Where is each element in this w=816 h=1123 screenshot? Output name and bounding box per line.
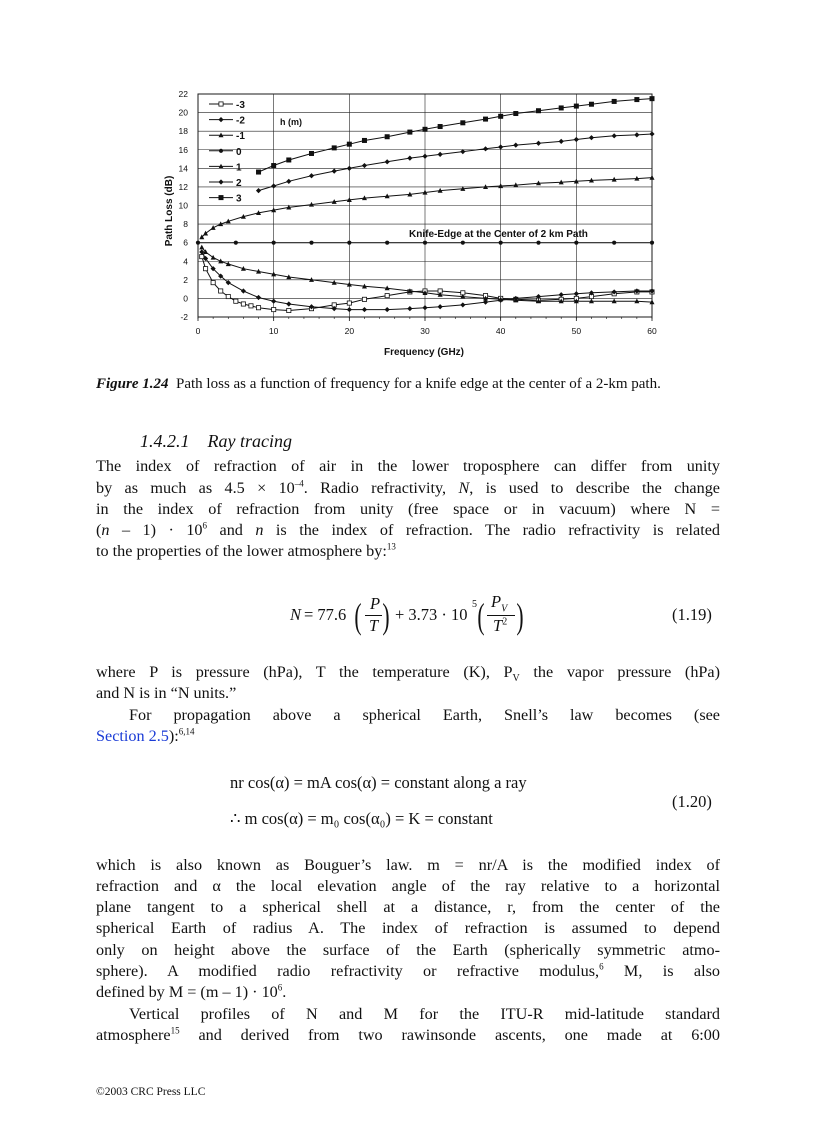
data-point (574, 241, 578, 245)
data-point (203, 267, 207, 271)
paragraph-1-line-3: in the index of refraction from unity (free space or in vacuum) where N = (96, 500, 720, 518)
figure-caption (96, 374, 720, 394)
data-point (514, 111, 518, 115)
data-point (196, 241, 200, 245)
legend-label: 1 (236, 162, 242, 174)
legend-label: -3 (236, 100, 245, 111)
paragraph-3-line-1: For propagation above a spherical Earth, Snell’s law becomes (see (129, 706, 720, 724)
data-point (423, 241, 427, 245)
x-tick-label: 40 (495, 326, 506, 336)
data-point (272, 163, 276, 167)
caption-text: Path loss as a function of frequency for a knife edge at the center of a 2-km path. (176, 376, 661, 392)
copyright-footer: ©2003 CRC Press LLC (96, 1086, 206, 1098)
data-point (385, 294, 389, 298)
paragraph-4-line-6: sphere). A modified radio refractivity or refractive modulus,$^6$ M, is also (96, 961, 720, 980)
y-tick-label: 12 (178, 181, 188, 192)
paragraph-4-line-7: defined by $M = (m - 1) \cdot 10^6$. (96, 982, 287, 1001)
paragraph-5-line-2: atmosphere$^{15}$ and derived from two rawinsonde ascents, one made at 6:00 (96, 1025, 720, 1044)
paragraph-1-line-2: by as much as $4.5 \times 10^{-4}$. Radio refractivity, N, is used to describe the change (96, 478, 720, 497)
data-point (385, 241, 389, 245)
data-point (219, 289, 223, 293)
equation-1-20-line-2: ∴ m cos(α) = m₀ cos(α₀) = K = constant (230, 809, 493, 828)
section-title: Ray tracing (207, 431, 292, 451)
y-tick-label: 4 (183, 256, 188, 267)
legend-label: 0 (236, 146, 242, 158)
data-point (385, 135, 389, 139)
x-axis-label: Frequency (GHz) (383, 347, 465, 358)
paragraph-4-line-4: spherical Earth of radius A. The index of refraction is assumed to depend (96, 919, 720, 937)
data-point (332, 146, 336, 150)
data-point (499, 114, 503, 118)
chart-annotation: Knife-Edge at the Center of 2 km Path (409, 229, 588, 240)
y-tick-label: -2 (180, 312, 188, 322)
data-point (272, 241, 276, 245)
paragraph-4-line-2: refraction and α the local elevation angle of the ray relative to a horizontal (96, 877, 720, 895)
data-point (256, 170, 260, 174)
data-point (362, 138, 366, 142)
legend-title: h (m) (280, 117, 302, 127)
data-point (423, 127, 427, 131)
y-tick-label: 8 (183, 219, 188, 230)
data-point (249, 304, 253, 308)
data-point (650, 97, 654, 101)
equation-1-20-line-1: nr cos(α) = mA cos(α) = constant along a ray (230, 773, 527, 792)
section-heading (140, 431, 292, 452)
data-point (650, 241, 654, 245)
x-tick-label: 30 (420, 326, 430, 336)
x-tick-label: 50 (571, 326, 582, 336)
data-point (612, 99, 616, 103)
data-point (272, 307, 276, 311)
x-tick-label: 20 (344, 326, 355, 336)
paragraph-4-line-3: plane tangent to a spherical shell at a distance, r, from the center of the (96, 898, 720, 916)
data-point (211, 281, 215, 285)
x-tick-label: 10 (268, 326, 279, 336)
paragraph-4-line-5: only on height above the surface of the Earth (spherically symmetric atmo- (96, 941, 720, 959)
data-point (287, 308, 291, 312)
data-point (234, 241, 238, 245)
data-point (234, 299, 238, 303)
paragraph-4-line-1: which is also known as Bouguer’s law. m = nr/A is the modified index of (96, 856, 720, 874)
paragraph-1-line-1: The index of refraction of air in the lower troposphere can differ from unity (96, 457, 720, 475)
paragraph-1-line-5: to the properties of the lower atmosphere by:$^{13}$ (96, 541, 396, 560)
y-tick-label: 10 (178, 200, 188, 211)
data-point (461, 121, 465, 125)
section-number: 1.4.2.1 (140, 431, 190, 451)
data-point (256, 306, 260, 310)
paragraph-2-line-2: and N is in “N units.” (96, 684, 237, 702)
data-point (347, 142, 351, 146)
y-tick-label: 6 (183, 237, 188, 248)
y-tick-label: 18 (178, 126, 188, 137)
data-point (408, 130, 412, 134)
legend-marker (219, 196, 223, 200)
figure-label: Figure 1.24 (96, 376, 169, 392)
y-tick-label: 2 (183, 274, 188, 285)
equation-1-19-number: (1.19) (672, 605, 712, 624)
data-point (536, 241, 540, 245)
legend-label: 2 (236, 178, 242, 189)
data-point (309, 241, 313, 245)
data-point (347, 241, 351, 245)
data-point (499, 241, 503, 245)
paragraph-3-line-2: Section 2.5):$^{6,14}$ (96, 726, 195, 745)
data-point (287, 158, 291, 162)
data-point (612, 241, 616, 245)
section-2-5-link[interactable]: Section 2.5 (96, 727, 169, 745)
legend-label: 3 (236, 193, 242, 205)
y-tick-label: 0 (183, 293, 188, 304)
data-point (309, 151, 313, 155)
data-point (635, 97, 639, 101)
legend-marker (219, 149, 223, 153)
data-point (589, 102, 593, 106)
y-tick-label: 22 (178, 89, 188, 99)
data-point (241, 302, 245, 306)
legend-marker (219, 102, 223, 106)
y-tick-label: 14 (178, 163, 188, 174)
data-point (559, 106, 563, 110)
paragraph-2-line-1: where P is pressure (hPa), T the temperature (K), $P_V$ the vapor pressure (hPa) (96, 663, 720, 685)
data-point (483, 117, 487, 121)
data-point (226, 294, 230, 298)
paragraph-5-line-1: Vertical profiles of N and M for the ITU-R mid-latitude standard (129, 1005, 720, 1023)
data-point (461, 241, 465, 245)
x-tick-label: 0 (195, 326, 201, 336)
data-point (347, 301, 351, 305)
paragraph-1-line-4: $(n - 1) \cdot 10^6$ and n is the index of refraction. The radio refractivity is related (96, 520, 721, 539)
legend-label: -1 (236, 131, 245, 143)
data-point (574, 104, 578, 108)
equation-1-19: N = 77.6 ( P T ) + 3.73 · 10 5 ( $P_V$ $T^2$ ) (290, 592, 524, 636)
legend-label: -2 (236, 115, 245, 127)
equation-1-20-number: (1.20) (672, 792, 712, 811)
y-tick-label: 16 (178, 144, 188, 155)
path-loss-chart (150, 84, 670, 364)
data-point (438, 124, 442, 128)
data-point (362, 297, 366, 301)
y-axis-label: Path Loss (dB) (164, 175, 175, 247)
data-point (536, 109, 540, 113)
x-tick-label: 60 (647, 326, 657, 336)
y-tick-label: 20 (178, 107, 188, 118)
